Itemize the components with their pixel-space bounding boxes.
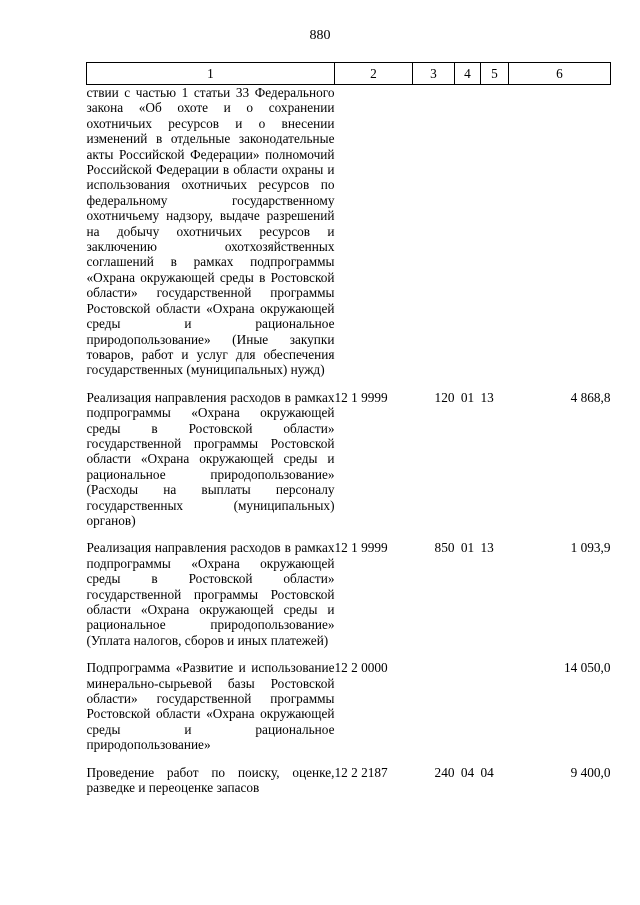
header-col-3: 3 (413, 63, 455, 85)
budget-table (86, 62, 611, 795)
row-amount: 14 050,0 (563, 660, 611, 676)
row-amount: 1 093,9 (570, 540, 611, 556)
table-row (87, 85, 611, 378)
row-spacer (87, 648, 611, 660)
header-col-2: 2 (335, 63, 413, 85)
row-subsection (481, 660, 509, 752)
header-col-4: 4 (455, 63, 481, 85)
row-description: Подпрограмма «Развитие и использование минерально-сырьевой базы Ростовской области» государственной программы Ростовской области «Охрана окружающей среды и рациональное природопользование» (86, 660, 335, 753)
row-description: Реализация направления расходов в рамках подпрограммы «Охрана окружающей среды в Ростовской области» государственной программы Ростовской области «Охрана окружающей среды и рациональное природопользование» (Уплата налогов, сборов и иных платежей) (86, 540, 335, 648)
row-expense-type: 240 (434, 764, 455, 780)
table-row (87, 765, 611, 796)
row-subsection: 04 (480, 764, 494, 780)
budget-table-container (86, 62, 611, 795)
row-description: ствии с частью 1 статьи 33 Федерального закона «Об охоте и о сохранении охотничьих ресурсов и о внесении изменений в отдельные законодательные акты Российской Федерации» полномочий Российской Федерации в области охраны и использования охотничьих ресурсов по федеральному государственному охотничьему надзору, выдаче разрешений на добычу охотничьих ресурсов и заключению охотхозяйственных соглашений в рамках подпрограммы «Охрана окружающей среды в Ростовской области» государственной программы Ростовской области «Охрана окружающей среды и рациональное природопользование» (Иные закупки товаров, работ и услуг для обеспечения государственных (муниципальных) нужд) (86, 85, 335, 378)
header-col-1: 1 (87, 63, 335, 85)
page-number: 880 (309, 28, 331, 43)
table-row (87, 390, 611, 529)
table-row (87, 660, 611, 752)
row-expense-type: 850 (434, 540, 455, 556)
table-header-row (87, 63, 611, 85)
row-expense-type (413, 85, 455, 378)
row-section: 04 (460, 764, 475, 780)
header-col-5: 5 (481, 63, 509, 85)
row-amount (509, 85, 611, 378)
row-section: 01 (460, 389, 475, 405)
row-amount: 9 400,0 (570, 764, 611, 780)
row-spacer (87, 528, 611, 540)
row-expense-type (413, 660, 455, 752)
table-row (87, 540, 611, 648)
row-target-code: 12 2 2187 (334, 764, 388, 780)
row-subsection: 13 (480, 540, 494, 556)
row-target-code (335, 85, 413, 378)
row-spacer (87, 753, 611, 765)
row-target-code: 12 2 0000 (334, 660, 388, 676)
row-section (455, 85, 481, 378)
row-section: 01 (460, 540, 475, 556)
row-subsection (481, 85, 509, 378)
row-section (455, 660, 481, 752)
row-target-code: 12 1 9999 (334, 540, 388, 556)
header-col-6: 6 (509, 63, 611, 85)
row-description: Проведение работ по поиску, оценке, разведке и переоценке запасов (86, 764, 335, 796)
row-spacer (87, 378, 611, 390)
row-expense-type: 120 (434, 389, 455, 405)
row-amount: 4 868,8 (570, 389, 611, 405)
row-subsection: 13 (480, 389, 494, 405)
row-target-code: 12 1 9999 (334, 389, 388, 405)
row-description: Реализация направления расходов в рамках подпрограммы «Охрана окружающей среды в Ростовской области» государственной программы Ростовской области «Охрана окружающей среды и рациональное природопользование» (Расходы на выплаты персоналу государственных (муниципальных) органов) (86, 389, 335, 528)
